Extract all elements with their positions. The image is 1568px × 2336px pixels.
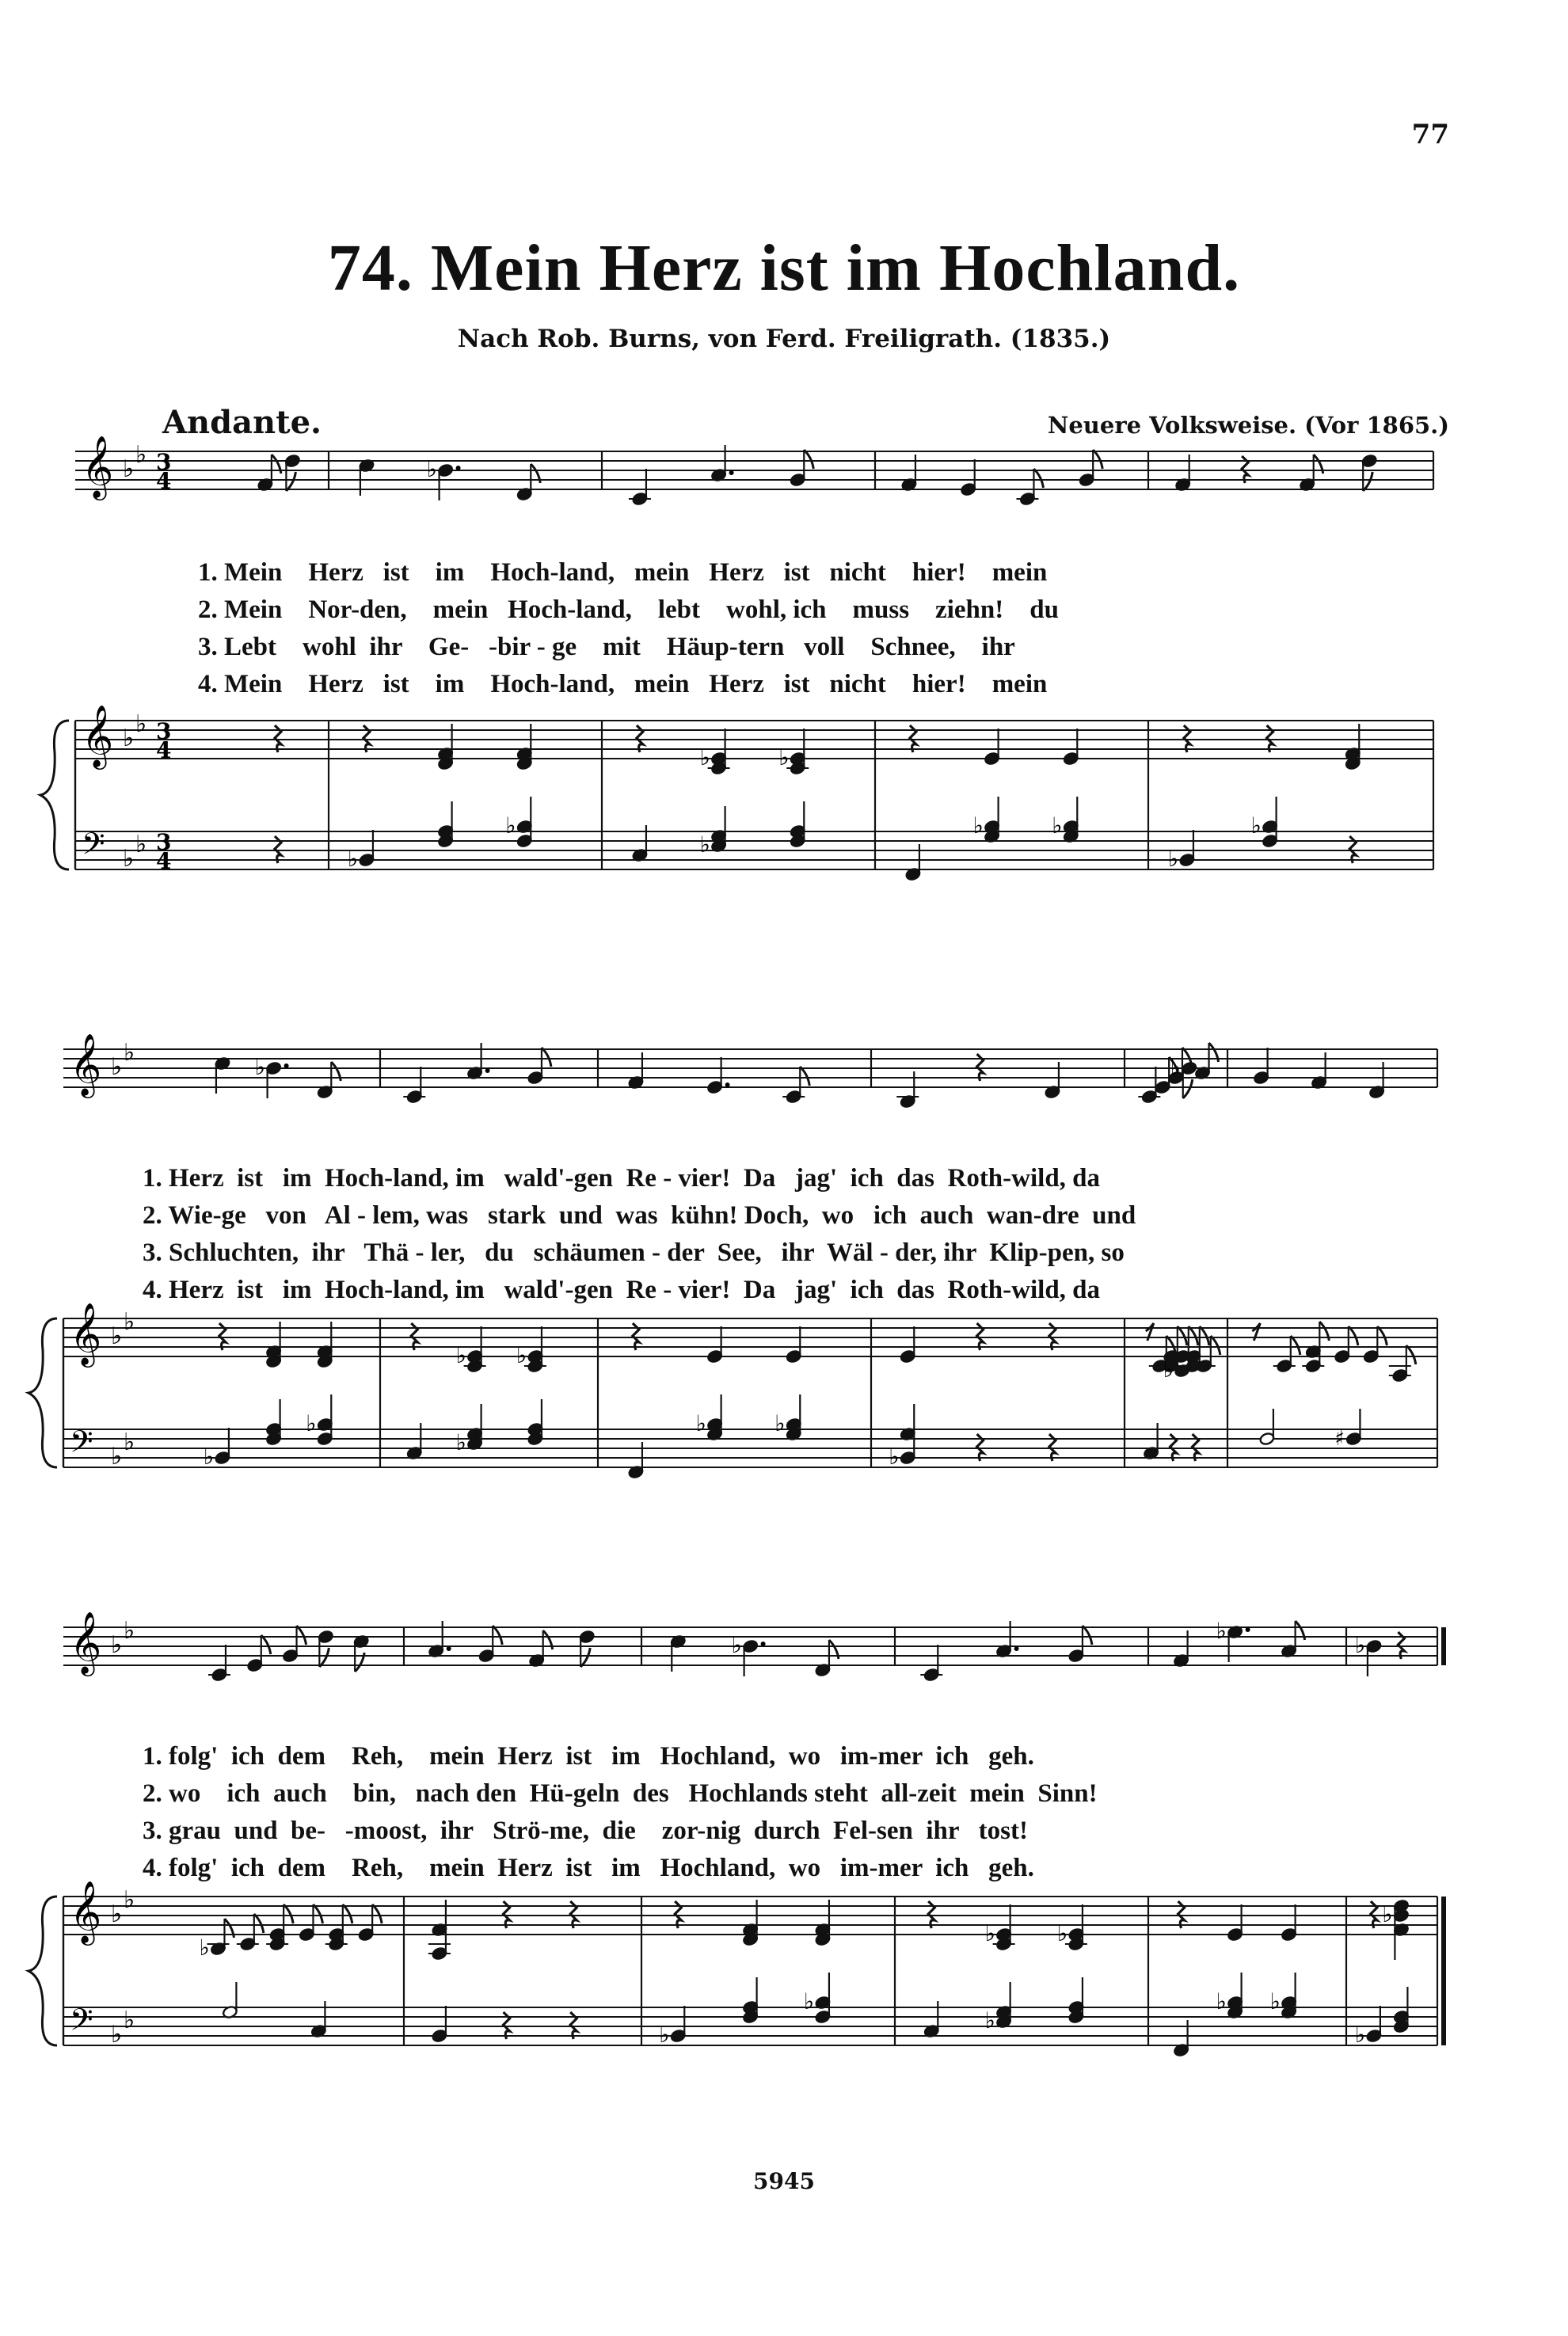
note	[516, 1326, 546, 1373]
note	[629, 469, 651, 506]
note	[1389, 1345, 1416, 1383]
flat-icon: ♭	[699, 744, 710, 770]
time-signature-top: 3	[156, 829, 172, 855]
bass-clef-icon: 𝄢	[82, 826, 105, 869]
note	[706, 1326, 722, 1364]
flag	[313, 1904, 322, 1923]
flat-icon: ♭	[1216, 1988, 1227, 2015]
flat-icon: ♭	[111, 1631, 123, 1659]
flat-icon: ♭	[1269, 1988, 1281, 2015]
treble-clef-icon: 𝄞	[82, 705, 114, 767]
flat-icon: ♭	[124, 1308, 135, 1336]
note	[985, 1904, 1015, 1951]
note	[1016, 469, 1043, 506]
dot	[447, 1646, 451, 1651]
note	[1270, 1973, 1297, 2019]
note	[1227, 1904, 1243, 1942]
flat-icon: ♭	[123, 725, 135, 752]
lyric-verse-3: 3. grau und be- -moost, ihr Strö-me, die zor-nig durch Fel-sen ihr tost!	[143, 1817, 1028, 1845]
note	[778, 729, 809, 775]
note	[1068, 1626, 1092, 1663]
note	[255, 1054, 289, 1098]
piano-treble-clef	[70, 1303, 135, 1368]
flat-icon: ♭	[659, 2022, 670, 2048]
note	[428, 1900, 451, 1961]
flat-icon: ♭	[1056, 1920, 1068, 1946]
note	[984, 729, 999, 766]
piano-brace-icon	[29, 1897, 57, 2045]
note	[742, 1977, 758, 2024]
note	[237, 1914, 264, 1951]
composer-credit: Neuere Volksweise. (Vor 1865.)	[1047, 412, 1449, 439]
lyric-verse-1: 1. Herz ist im Hoch-land, im wald'-gen Re - vier! Da jag' ich das Roth-wild, da	[143, 1164, 1101, 1193]
bass-clef-icon: 𝄢	[70, 1424, 93, 1467]
note	[299, 1904, 322, 1942]
flat-icon: ♭	[135, 441, 147, 469]
note	[478, 1626, 502, 1663]
treble-clef-icon: 𝄞	[70, 1611, 102, 1674]
melody-time-signature	[156, 449, 171, 494]
note	[284, 454, 300, 491]
lyric-verse-2: 2. wo ich auch bin, nach den Hü-geln des Hochlands steht all-zeit mein Sinn!	[143, 1779, 1098, 1808]
flat-icon: ♭	[203, 1444, 215, 1470]
flat-icon: ♭	[1170, 1054, 1181, 1080]
lyric-verse-1: 1. Mein Herz ist im Hoch-land, mein Herz ist nicht hier! mein	[198, 558, 1048, 587]
flag	[1363, 472, 1372, 491]
note	[1361, 454, 1377, 491]
lyricist-credit: Nach Rob. Burns, von Ferd. Freiligrath. (1835.)	[457, 325, 1111, 353]
melody-clef	[70, 1611, 135, 1676]
plate-number: 5945	[753, 2168, 815, 2194]
flag	[1211, 1336, 1220, 1355]
flag	[804, 450, 813, 469]
flag	[1291, 1336, 1300, 1355]
note	[318, 1630, 333, 1667]
flag	[580, 1648, 590, 1667]
flag	[1377, 1326, 1387, 1345]
flat-icon: ♭	[1052, 812, 1063, 839]
flat-icon: ♭	[1354, 2022, 1366, 2048]
note	[403, 1067, 425, 1104]
dot	[284, 1063, 289, 1068]
flat-icon: ♭	[1167, 846, 1179, 872]
flag	[343, 1904, 352, 1923]
flat-icon: ♭	[123, 455, 135, 483]
flag	[1406, 1345, 1416, 1364]
note	[432, 2006, 447, 2043]
note	[1170, 1054, 1197, 1098]
note	[358, 1904, 382, 1942]
time-signature-top: 3	[156, 449, 172, 475]
flat-icon: ♭	[984, 2007, 995, 2034]
note	[1079, 450, 1102, 487]
flat-icon: ♭	[347, 846, 359, 872]
note	[208, 1645, 230, 1682]
flat-icon: ♭	[111, 1322, 123, 1350]
note	[247, 1635, 271, 1672]
flat-icon: ♭	[695, 1410, 706, 1436]
tempo-marking: Andante.	[162, 404, 322, 441]
flat-icon: ♭	[111, 2021, 123, 2049]
note	[732, 1632, 766, 1676]
lyric-verse-3: 3. Schluchten, ihr Thä - ler, du schäumen - der See, ihr Wäl - der, ihr Klip-pen, so	[143, 1238, 1125, 1267]
flat-icon: ♭	[199, 1935, 210, 1961]
dot	[456, 466, 461, 470]
sharp-icon: ♯	[1334, 1427, 1345, 1451]
flag	[372, 1904, 382, 1923]
note	[782, 1067, 809, 1104]
note	[1273, 1336, 1300, 1373]
melody-clef	[82, 436, 147, 500]
flat-icon: ♭	[124, 1617, 135, 1645]
page-number: 77	[1411, 119, 1449, 150]
lyric-verse-4: 4. Mein Herz ist im Hoch-land, mein Herz ist nicht hier! mein	[198, 670, 1048, 698]
flat-icon: ♭	[1354, 1632, 1366, 1658]
flag	[1093, 450, 1102, 469]
note	[786, 1326, 801, 1364]
melody-clef	[70, 1033, 135, 1098]
flat-icon: ♭	[731, 1632, 742, 1658]
flat-icon: ♭	[455, 1342, 466, 1368]
flag	[493, 1626, 502, 1645]
flat-icon: ♭	[803, 1988, 815, 2015]
lyric-verse-3: 3. Lebt wohl ihr Ge- -bir - ge mit Häup-tern voll Schnee, ihr	[198, 633, 1015, 661]
flag	[1200, 1326, 1209, 1345]
note	[960, 459, 976, 496]
piano-treble-staff	[75, 721, 1433, 759]
piano-bass-staff	[75, 831, 1433, 869]
lyric-verse-2: 2. Mein Nor-den, mein Hoch-land, lebt wohl, ich muss ziehn! du	[198, 595, 1059, 624]
piano-bass-clef	[70, 2002, 135, 2049]
flat-icon: ♭	[111, 1053, 123, 1081]
note	[1334, 1326, 1358, 1364]
note	[973, 797, 1000, 843]
treble-clef-icon: 𝄞	[82, 436, 114, 498]
flat-icon: ♭	[699, 831, 710, 858]
lyric-verse-2: 2. Wie-ge von Al - lem, was stark und was kühn! Doch, wo ich auch wan-dre und	[143, 1201, 1136, 1230]
piano-bass-clef	[82, 826, 147, 873]
flag	[1183, 1079, 1193, 1098]
note	[706, 1057, 729, 1094]
note	[790, 801, 805, 848]
piano-brace-icon	[29, 1318, 57, 1467]
time-signature-bottom: 4	[156, 737, 172, 763]
note	[527, 1048, 551, 1085]
flat-icon: ♭	[111, 1443, 123, 1470]
note	[265, 1399, 281, 1446]
flat-icon: ♭	[1216, 1618, 1227, 1644]
flag	[1083, 1626, 1092, 1645]
flag	[286, 472, 295, 491]
flat-icon: ♭	[254, 1054, 265, 1080]
note	[889, 1404, 915, 1470]
song-title: 74. Mein Herz ist im Hochland.	[327, 231, 1241, 305]
treble-clef-icon: 𝄞	[70, 1881, 102, 1943]
flat-icon: ♭	[1382, 1901, 1393, 1927]
flag	[284, 1904, 293, 1923]
piano-treble-clef	[70, 1881, 135, 1946]
note	[1382, 1899, 1409, 1960]
note	[1253, 1048, 1269, 1085]
flat-icon: ♭	[124, 1886, 135, 1914]
note	[1393, 1987, 1409, 2034]
dot	[729, 470, 734, 475]
bass-time-signature	[156, 829, 171, 874]
note	[1281, 1904, 1296, 1942]
piano-bass-clef	[70, 1424, 135, 1470]
flag	[1178, 1326, 1187, 1345]
note	[527, 1399, 543, 1446]
flat-icon: ♭	[972, 812, 984, 839]
note	[790, 450, 813, 487]
flat-icon: ♭	[426, 456, 437, 482]
note	[579, 1630, 595, 1667]
note	[696, 1394, 723, 1441]
note	[920, 1645, 942, 1682]
treble-time-signature	[156, 718, 171, 763]
note	[325, 1904, 352, 1951]
note	[456, 1326, 486, 1373]
flat-icon: ♭	[135, 710, 147, 738]
lyric-verse-4: 4. folg' ich dem Reh, mein Herz ist im Hochland, wo im-mer ich geh.	[143, 1854, 1034, 1882]
note	[700, 729, 730, 775]
flat-icon: ♭	[124, 1039, 135, 1067]
flag	[1189, 1326, 1198, 1345]
flag	[800, 1067, 809, 1086]
flag	[297, 1626, 306, 1645]
flat-icon: ♭	[124, 2007, 135, 2034]
note	[1063, 729, 1079, 766]
flag	[261, 1635, 271, 1654]
lyric-verse-4: 4. Herz ist im Hoch-land, im wald'-gen Re - vier! Da jag' ich das Roth-wild, da	[143, 1276, 1101, 1304]
flat-icon: ♭	[505, 812, 516, 839]
flat-icon: ♭	[1163, 1356, 1174, 1383]
flat-icon: ♭	[516, 1342, 527, 1368]
flat-icon: ♭	[984, 1920, 995, 1946]
note	[1259, 1409, 1275, 1446]
note	[266, 1904, 293, 1951]
dot	[725, 1082, 730, 1087]
flag	[542, 1048, 551, 1067]
flag	[1033, 469, 1043, 488]
flat-icon: ♭	[306, 1410, 317, 1436]
flat-icon: ♭	[455, 1429, 466, 1455]
flat-icon: ♭	[111, 1900, 123, 1928]
treble-clef-icon: 𝄞	[70, 1303, 102, 1365]
time-signature-bottom: 4	[156, 848, 172, 874]
note	[900, 1326, 915, 1364]
lyric-verse-1: 1. folg' ich dem Reh, mein Herz ist im Hochland, wo im-mer ich geh.	[143, 1742, 1034, 1771]
flat-icon: ♭	[1250, 812, 1262, 839]
note	[1068, 1977, 1084, 2024]
flat-icon: ♭	[135, 831, 147, 858]
flat-icon: ♭	[774, 1410, 786, 1436]
flag	[319, 1648, 329, 1667]
note	[774, 1394, 801, 1441]
time-signature-bottom: 4	[156, 468, 172, 494]
note	[1355, 1632, 1382, 1676]
note	[437, 801, 453, 848]
dot	[1246, 1627, 1250, 1632]
note	[1052, 797, 1079, 843]
time-signature-top: 3	[156, 718, 172, 744]
dot	[485, 1068, 490, 1073]
flat-icon: ♭	[124, 1429, 135, 1456]
bass-clef-icon: 𝄢	[70, 2002, 93, 2045]
note	[1363, 1326, 1387, 1364]
treble-clef-icon: 𝄞	[70, 1033, 102, 1096]
melody-staff	[75, 451, 1433, 489]
flat-icon: ♭	[778, 744, 790, 770]
flat-icon: ♭	[123, 845, 135, 873]
piano-treble-clef	[82, 705, 147, 770]
flag	[254, 1914, 264, 1933]
dot	[1014, 1646, 1019, 1651]
note	[222, 1982, 238, 2019]
note	[282, 1626, 306, 1663]
piano-brace-icon	[40, 721, 69, 869]
dot	[761, 1642, 766, 1646]
note	[1057, 1904, 1087, 1951]
note	[1216, 1973, 1243, 2019]
note	[427, 456, 461, 500]
flat-icon: ♭	[889, 1444, 900, 1470]
flag	[1349, 1326, 1358, 1345]
